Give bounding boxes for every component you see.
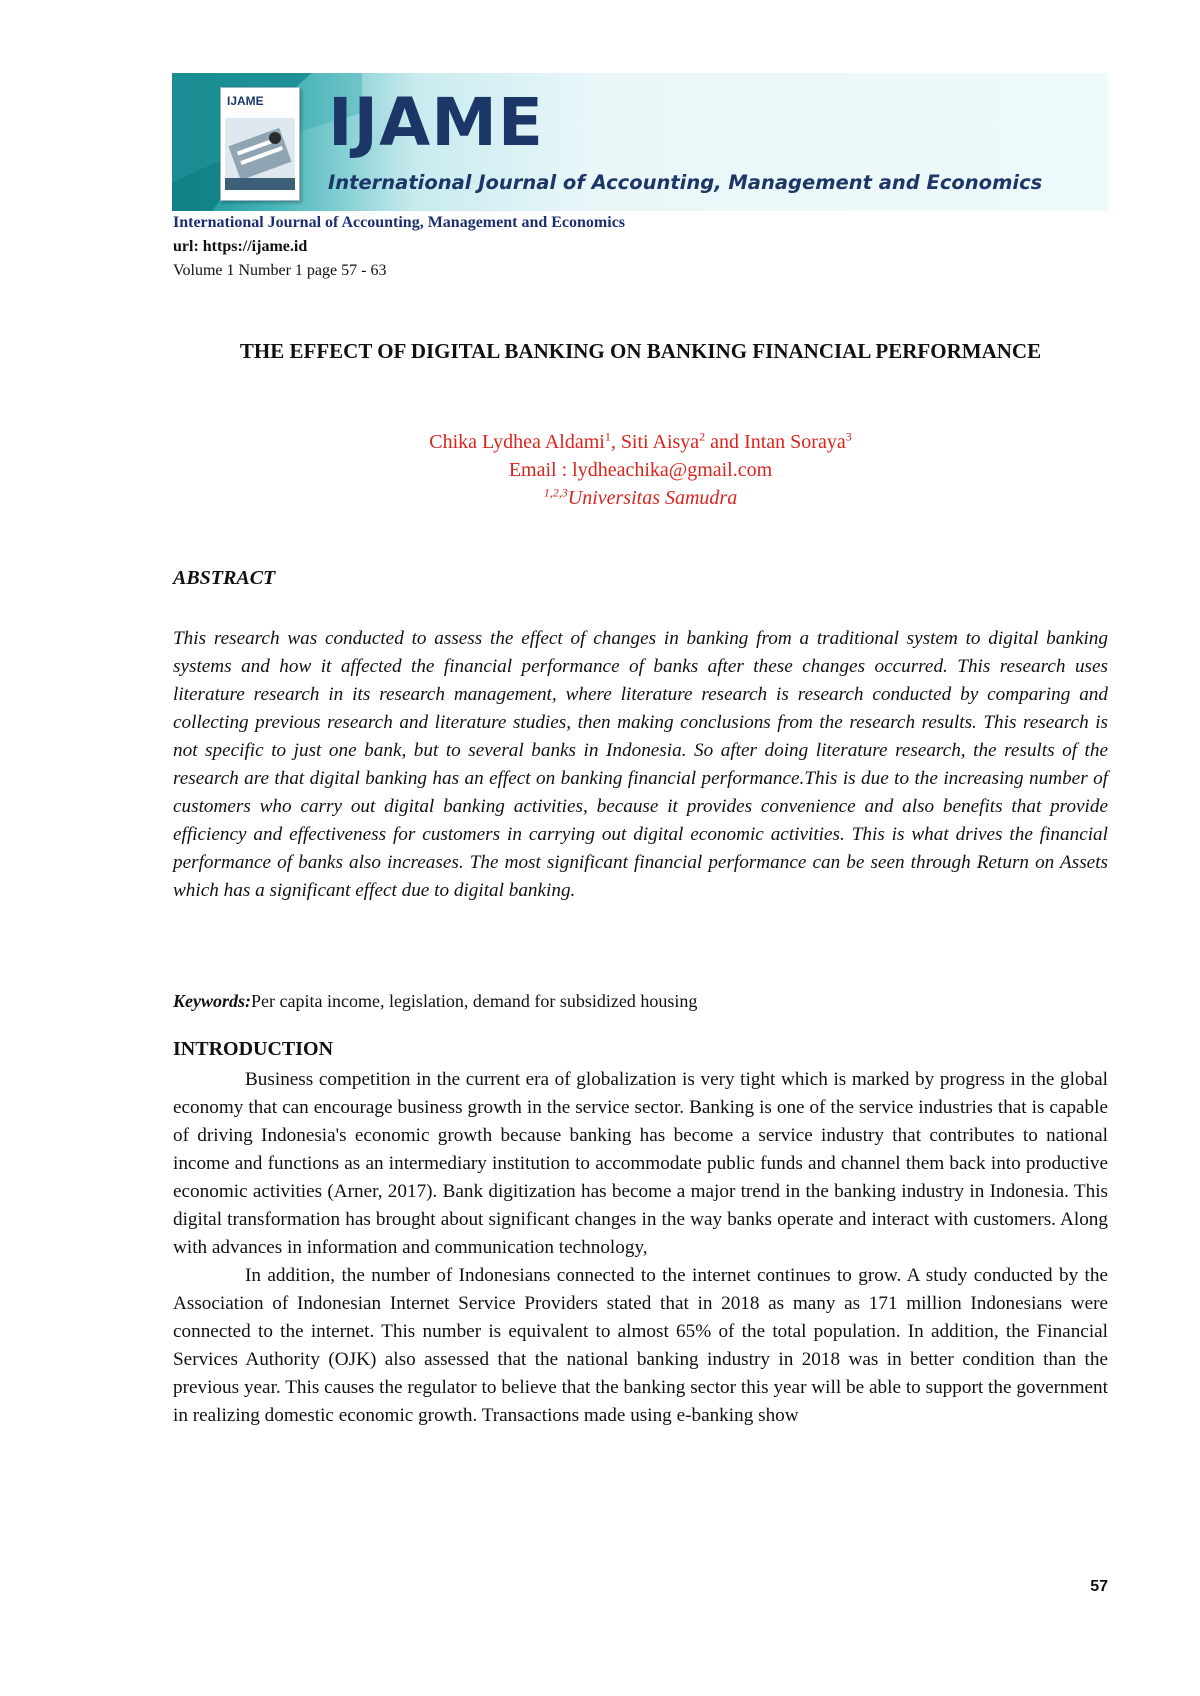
author-affiliation [173, 486, 1108, 510]
introduction-heading: INTRODUCTION [173, 1038, 334, 1060]
journal-logo: IJAME [328, 84, 544, 161]
page-number: 57 [1090, 1578, 1108, 1595]
author-separator: and [705, 431, 745, 453]
author-affiliation-number: 2 [699, 429, 706, 444]
affiliation-numbers: 1,2,3 [543, 485, 568, 500]
journal-banner [172, 73, 1108, 211]
introduction-paragraph: In addition, the number of Indonesians connected to the internet continues to grow. A study conducted by the Association of Indonesian Internet Service Providers stated that in 2018 as many as 171 million Indonesians were connected to the internet. This number is equivalent to almost 65% of the total population. In addition, the Financial Services Authority (OJK) also assessed that the national banking industry in 2018 was in better condition than the previous year. This causes the regulator to believe that the banking sector this year will be able to support the government in realizing domestic economic growth. Transactions made using e-banking show [173, 1265, 1108, 1426]
author-list [173, 430, 1108, 454]
keywords-label: Keywords: [173, 991, 251, 1011]
journal-url[interactable]: url: https://ijame.id [173, 238, 308, 255]
journal-cover-image [220, 87, 300, 201]
author-affiliation-number: 1 [604, 429, 611, 444]
paper-title: THE EFFECT OF DIGITAL BANKING ON BANKING FINANCIAL PERFORMANCE [239, 339, 1042, 363]
introduction-paragraph: Business competition in the current era of globalization is very tight which is marked by progress in the global economy that can encourage business growth in the service sector. Banking is one of the service industries that is capable of driving Indonesia's economic growth because banking has become a service industry that contributes to national income and functions as an intermediary institution to accommodate public funds and channel them back into productive economic activities (Arner, 2017). Bank digitization has become a major trend in the banking industry in Indonesia. This digital transformation has brought about significant changes in the way banks operate and interact with customers. Along with advances in information and communication technology, [173, 1069, 1108, 1258]
author-name: Chika Lydhea Aldami [429, 431, 605, 453]
author-affiliation-number: 3 [845, 429, 852, 444]
introduction-body [173, 1066, 1108, 1430]
journal-logo-subtitle: International Journal of Accounting, Management and Economics [328, 171, 1043, 194]
abstract-heading: ABSTRACT [173, 567, 276, 589]
author-separator: , [610, 431, 621, 453]
keywords-text: Per capita income, legislation, demand for subsidized housing [251, 991, 698, 1011]
affiliation-name: Universitas Samudra [567, 487, 738, 509]
abstract-text: This research was conducted to assess the effect of changes in banking from a traditional system to digital banking systems and how it affected the financial performance of banks after these changes occurred. This research uses literature research in its research management, where literature research is research conducted by comparing and collecting previous research and literature studies, then making conclusions from the research results. This research is not specific to just one bank, but to several banks in Indonesia. So after doing literature research, the results of the research are that digital banking has an effect on banking financial performance.This is due to the increasing number of customers who carry out digital banking activities, because it provides convenience and also benefits that provide efficiency and effectiveness for customers in carrying out digital economic activities. This is what drives the financial performance of banks also increases. The most significant financial performance can be seen through Return on Assets which has a significant effect due to digital banking. [173, 628, 1108, 901]
author-email[interactable]: Email : lydheachika@gmail.com [508, 459, 773, 481]
cover-illustration [225, 118, 295, 190]
author-name: Intan Soraya [744, 431, 846, 453]
journal-name: International Journal of Accounting, Management and Economics [173, 214, 626, 231]
journal-volume: Volume 1 Number 1 page 57 - 63 [173, 262, 387, 279]
keywords [173, 989, 1108, 1013]
author-name: Siti Aisya [620, 431, 700, 453]
cover-title: IJAME [227, 94, 264, 108]
